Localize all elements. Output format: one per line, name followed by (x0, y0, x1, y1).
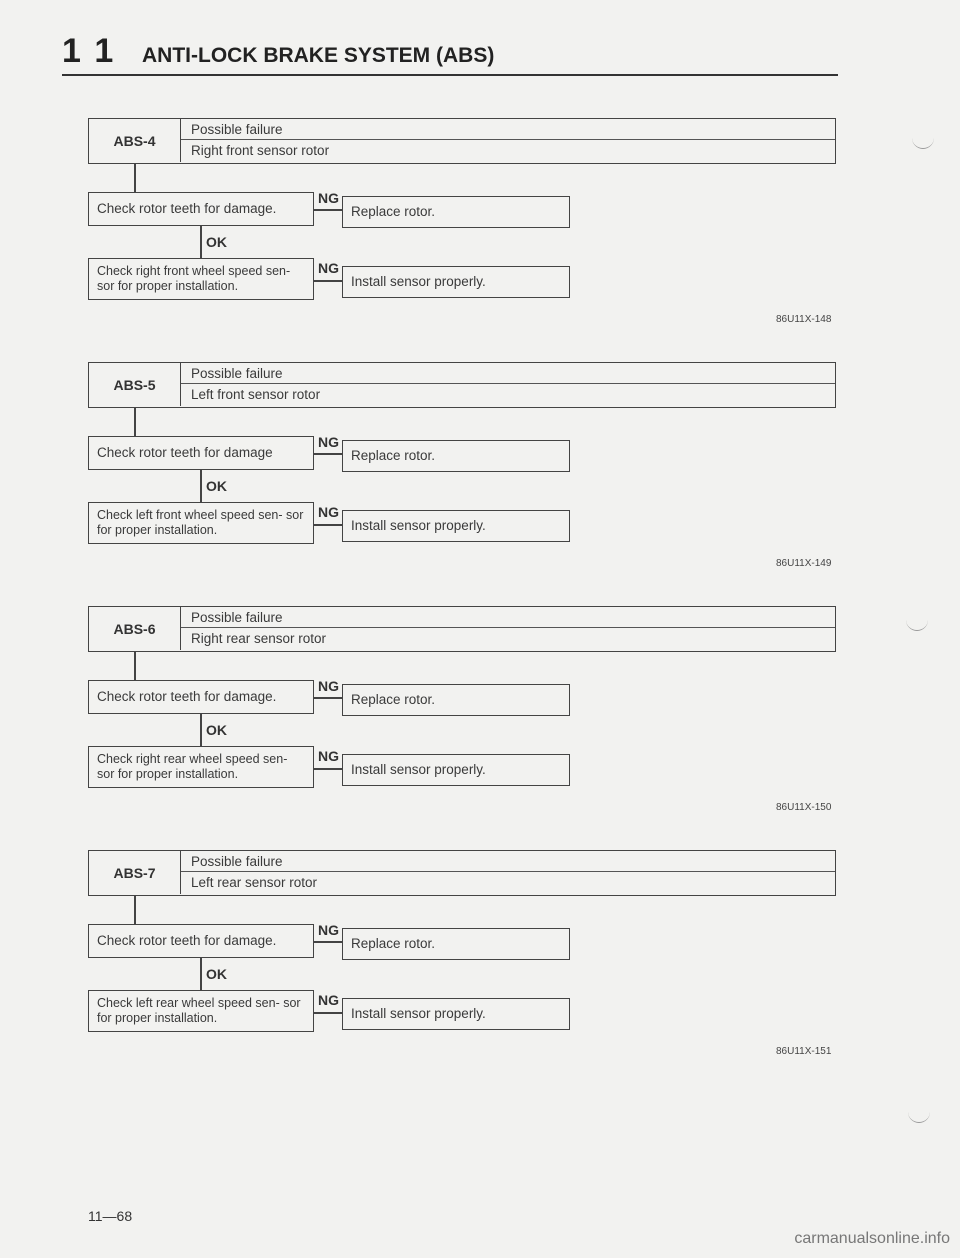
failure-header (88, 118, 836, 164)
figure-code: 86U11X-151 (776, 1046, 832, 1057)
ng-connector (314, 453, 342, 455)
connector (134, 408, 136, 436)
check-step-2: Check right front wheel speed sen- sor for proper installation. (88, 258, 314, 300)
check-step-1: Check rotor teeth for damage (88, 436, 314, 470)
action-box-2: Install sensor properly. (342, 754, 570, 786)
failure-label: Possible failure (181, 851, 835, 872)
action-box-1: Replace rotor. (342, 928, 570, 960)
connector (134, 164, 136, 192)
ng-connector (314, 941, 342, 943)
connector (134, 896, 136, 924)
ng-label: NG (318, 922, 339, 938)
failure-header (88, 362, 836, 408)
page-number: 11—68 (88, 1208, 133, 1224)
failure-label: Possible failure (181, 607, 835, 628)
check-step-1: Check rotor teeth for damage. (88, 924, 314, 958)
action-box-2: Install sensor properly. (342, 510, 570, 542)
binding-mark (908, 1108, 930, 1123)
chapter-title: ANTI-LOCK BRAKE SYSTEM (ABS) (142, 44, 495, 67)
abs-code: ABS-5 (89, 363, 181, 406)
action-box-1: Replace rotor. (342, 196, 570, 228)
ok-label: OK (206, 966, 227, 982)
failure-label: Possible failure (181, 363, 835, 384)
failure-item: Right rear sensor rotor (191, 631, 327, 646)
abs-4-section (0, 0, 960, 325)
check-step-1: Check rotor teeth for damage. (88, 680, 314, 714)
figure-code: 86U11X-150 (776, 802, 832, 813)
failure-label: Possible failure (181, 119, 835, 140)
abs-5-section (0, 244, 960, 569)
failure-item: Right front sensor rotor (191, 143, 330, 158)
ng-connector (314, 1012, 342, 1014)
ng-label: NG (318, 434, 339, 450)
ok-label: OK (206, 234, 227, 250)
check-step-2: Check left rear wheel speed sen- sor for proper installation. (88, 990, 314, 1032)
action-box-2: Install sensor properly. (342, 998, 570, 1030)
ok-label: OK (206, 722, 227, 738)
check-step-2: Check left front wheel speed sen- sor for proper installation. (88, 502, 314, 544)
failure-item: Left front sensor rotor (191, 387, 321, 402)
failure-header (88, 606, 836, 652)
figure-code: 86U11X-149 (776, 558, 832, 569)
chapter-number: 1 1 (62, 32, 116, 70)
ng-label: NG (318, 748, 339, 764)
ng-label: NG (318, 260, 339, 276)
action-box-1: Replace rotor. (342, 440, 570, 472)
ok-label: OK (206, 478, 227, 494)
ng-connector (314, 209, 342, 211)
failure-header (88, 850, 836, 896)
abs-6-section (0, 488, 960, 813)
action-box-1: Replace rotor. (342, 684, 570, 716)
abs-7-section (0, 732, 960, 1057)
ng-label: NG (318, 992, 339, 1008)
failure-item: Left rear sensor rotor (191, 875, 318, 890)
action-box-2: Install sensor properly. (342, 266, 570, 298)
ng-connector (314, 697, 342, 699)
connector (134, 652, 136, 680)
check-step-2: Check right rear wheel speed sen- sor for proper installation. (88, 746, 314, 788)
ok-connector (200, 958, 202, 990)
abs-code: ABS-7 (89, 851, 181, 894)
ng-label: NG (318, 678, 339, 694)
abs-code: ABS-6 (89, 607, 181, 650)
check-step-1: Check rotor teeth for damage. (88, 192, 314, 226)
ng-label: NG (318, 190, 339, 206)
ng-label: NG (318, 504, 339, 520)
abs-code: ABS-4 (89, 119, 181, 162)
figure-code: 86U11X-148 (776, 314, 832, 325)
watermark: carmanualsonline.info (794, 1230, 950, 1247)
